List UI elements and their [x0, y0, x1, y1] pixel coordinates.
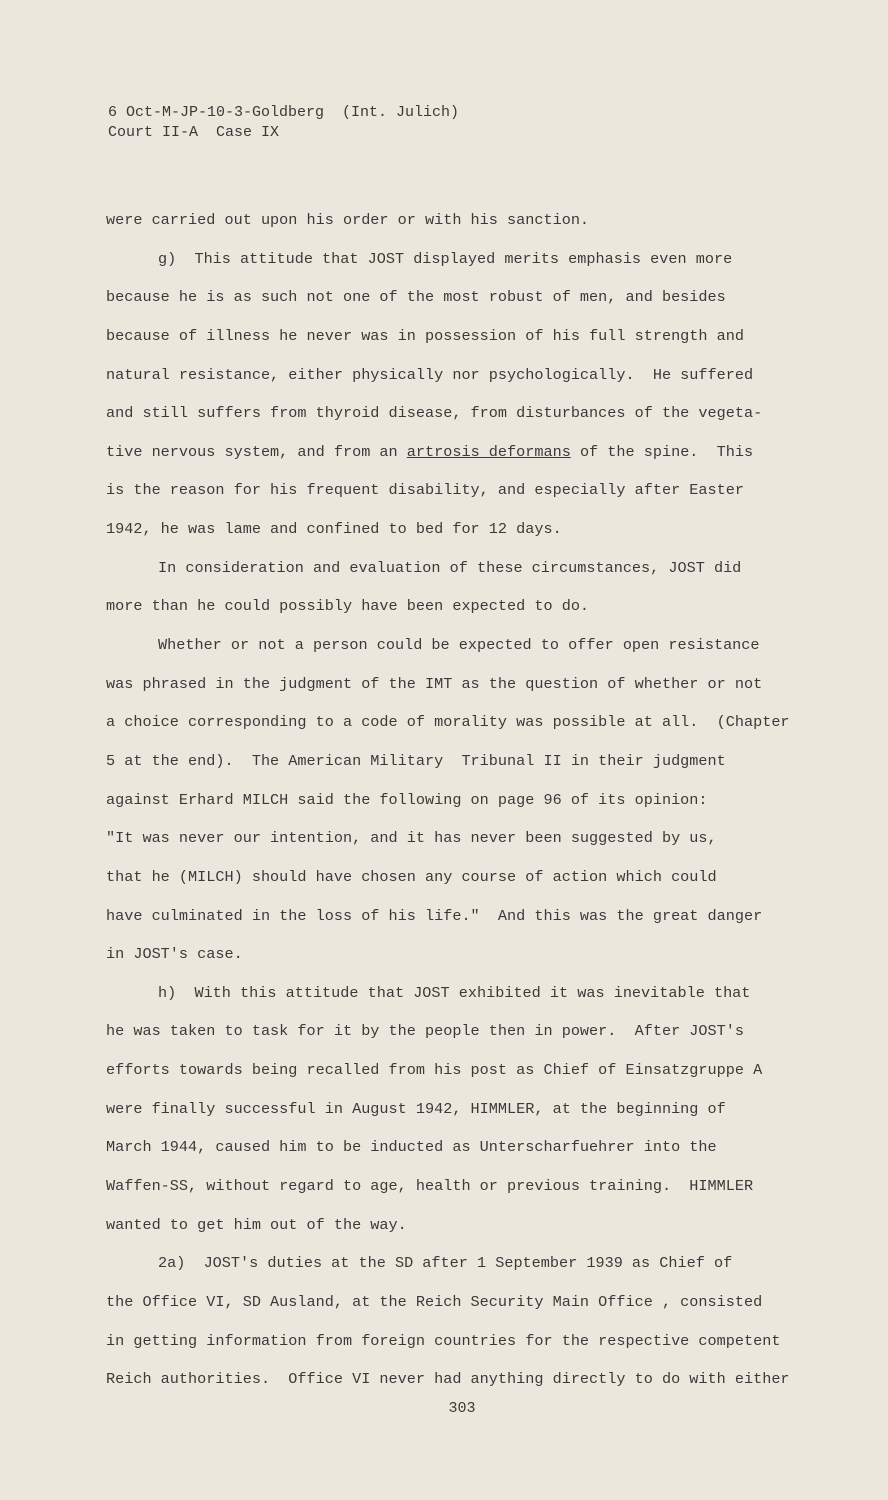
text-line: March 1944, caused him to be inducted as Unterscharfuehrer into the [106, 1138, 717, 1157]
text-line: that he (MILCH) should have chosen any course of action which could [106, 867, 717, 886]
text-line: against Erhard MILCH said the following on page 96 of its opinion: [106, 790, 708, 809]
text-line: natural resistance, either physically nor psychologically. He suffered [106, 365, 754, 384]
text-line: In consideration and evaluation of these circumstances, JOST did [158, 558, 742, 577]
text-line: h) With this attitude that JOST exhibited it was inevitable that [158, 983, 751, 1002]
text-line: Reich authorities. Office VI never had anything directly to do with either [106, 1370, 790, 1389]
text-line: because he is as such not one of the most robust of men, and besides [106, 288, 726, 307]
text-line: "It was never our intention, and it has never been suggested by us, [106, 829, 717, 848]
text-line: were finally successful in August 1942, HIMMLER, at the beginning of [106, 1099, 726, 1118]
text-line: and still suffers from thyroid disease, from disturbances of the vegeta- [106, 404, 763, 423]
page-number: 303 [448, 1400, 476, 1417]
text-line: have culminated in the loss of his life." And this was the great danger [106, 906, 763, 925]
document-header-line2: Court II-A Case IX [108, 124, 280, 141]
text-line: g) This attitude that JOST displayed merits emphasis even more [158, 249, 733, 268]
text-line: a choice corresponding to a code of morality was possible at all. (Chapter [106, 713, 790, 732]
text-line: more than he could possibly have been expected to do. [106, 597, 590, 616]
text-line: in getting information from foreign countries for the respective competent [106, 1331, 781, 1350]
text-line: wanted to get him out of the way. [106, 1215, 407, 1234]
underlined-term: artrosis deformans [406, 442, 571, 461]
text-line: Whether or not a person could be expected to offer open resistance [158, 636, 760, 655]
text-line: in JOST's case. [106, 945, 243, 964]
text-line: the Office VI, SD Ausland, at the Reich Security Main Office , consisted [106, 1292, 763, 1311]
document-body [106, 201, 846, 1399]
text-line: was phrased in the judgment of the IMT as the question of whether or not [106, 674, 763, 693]
text-line: Waffen-SS, without regard to age, health or previous training. HIMMLER [106, 1177, 754, 1196]
text-line: because of illness he never was in possession of his full strength and [106, 326, 744, 345]
text-line: 2a) JOST's duties at the SD after 1 September 1939 as Chief of [158, 1254, 733, 1273]
document-header-line1: 6 Oct-M-JP-10-3-Goldberg (Int. Julich) [108, 104, 460, 121]
text-line: were carried out upon his order or with his sanction. [106, 211, 590, 229]
text-line: he was taken to task for it by the people then in power. After JOST's [106, 1022, 744, 1041]
text-line: 5 at the end). The American Military Tribunal II in their judgment [106, 751, 726, 770]
text-line: tive nervous system, and from an artrosis deformans of the spine. This [106, 442, 754, 461]
text-line: is the reason for his frequent disability, and especially after Easter [106, 481, 744, 500]
text-line: 1942, he was lame and confined to bed for 12 days. [106, 520, 562, 539]
text-line: efforts towards being recalled from his post as Chief of Einsatzgruppe A [106, 1061, 763, 1080]
